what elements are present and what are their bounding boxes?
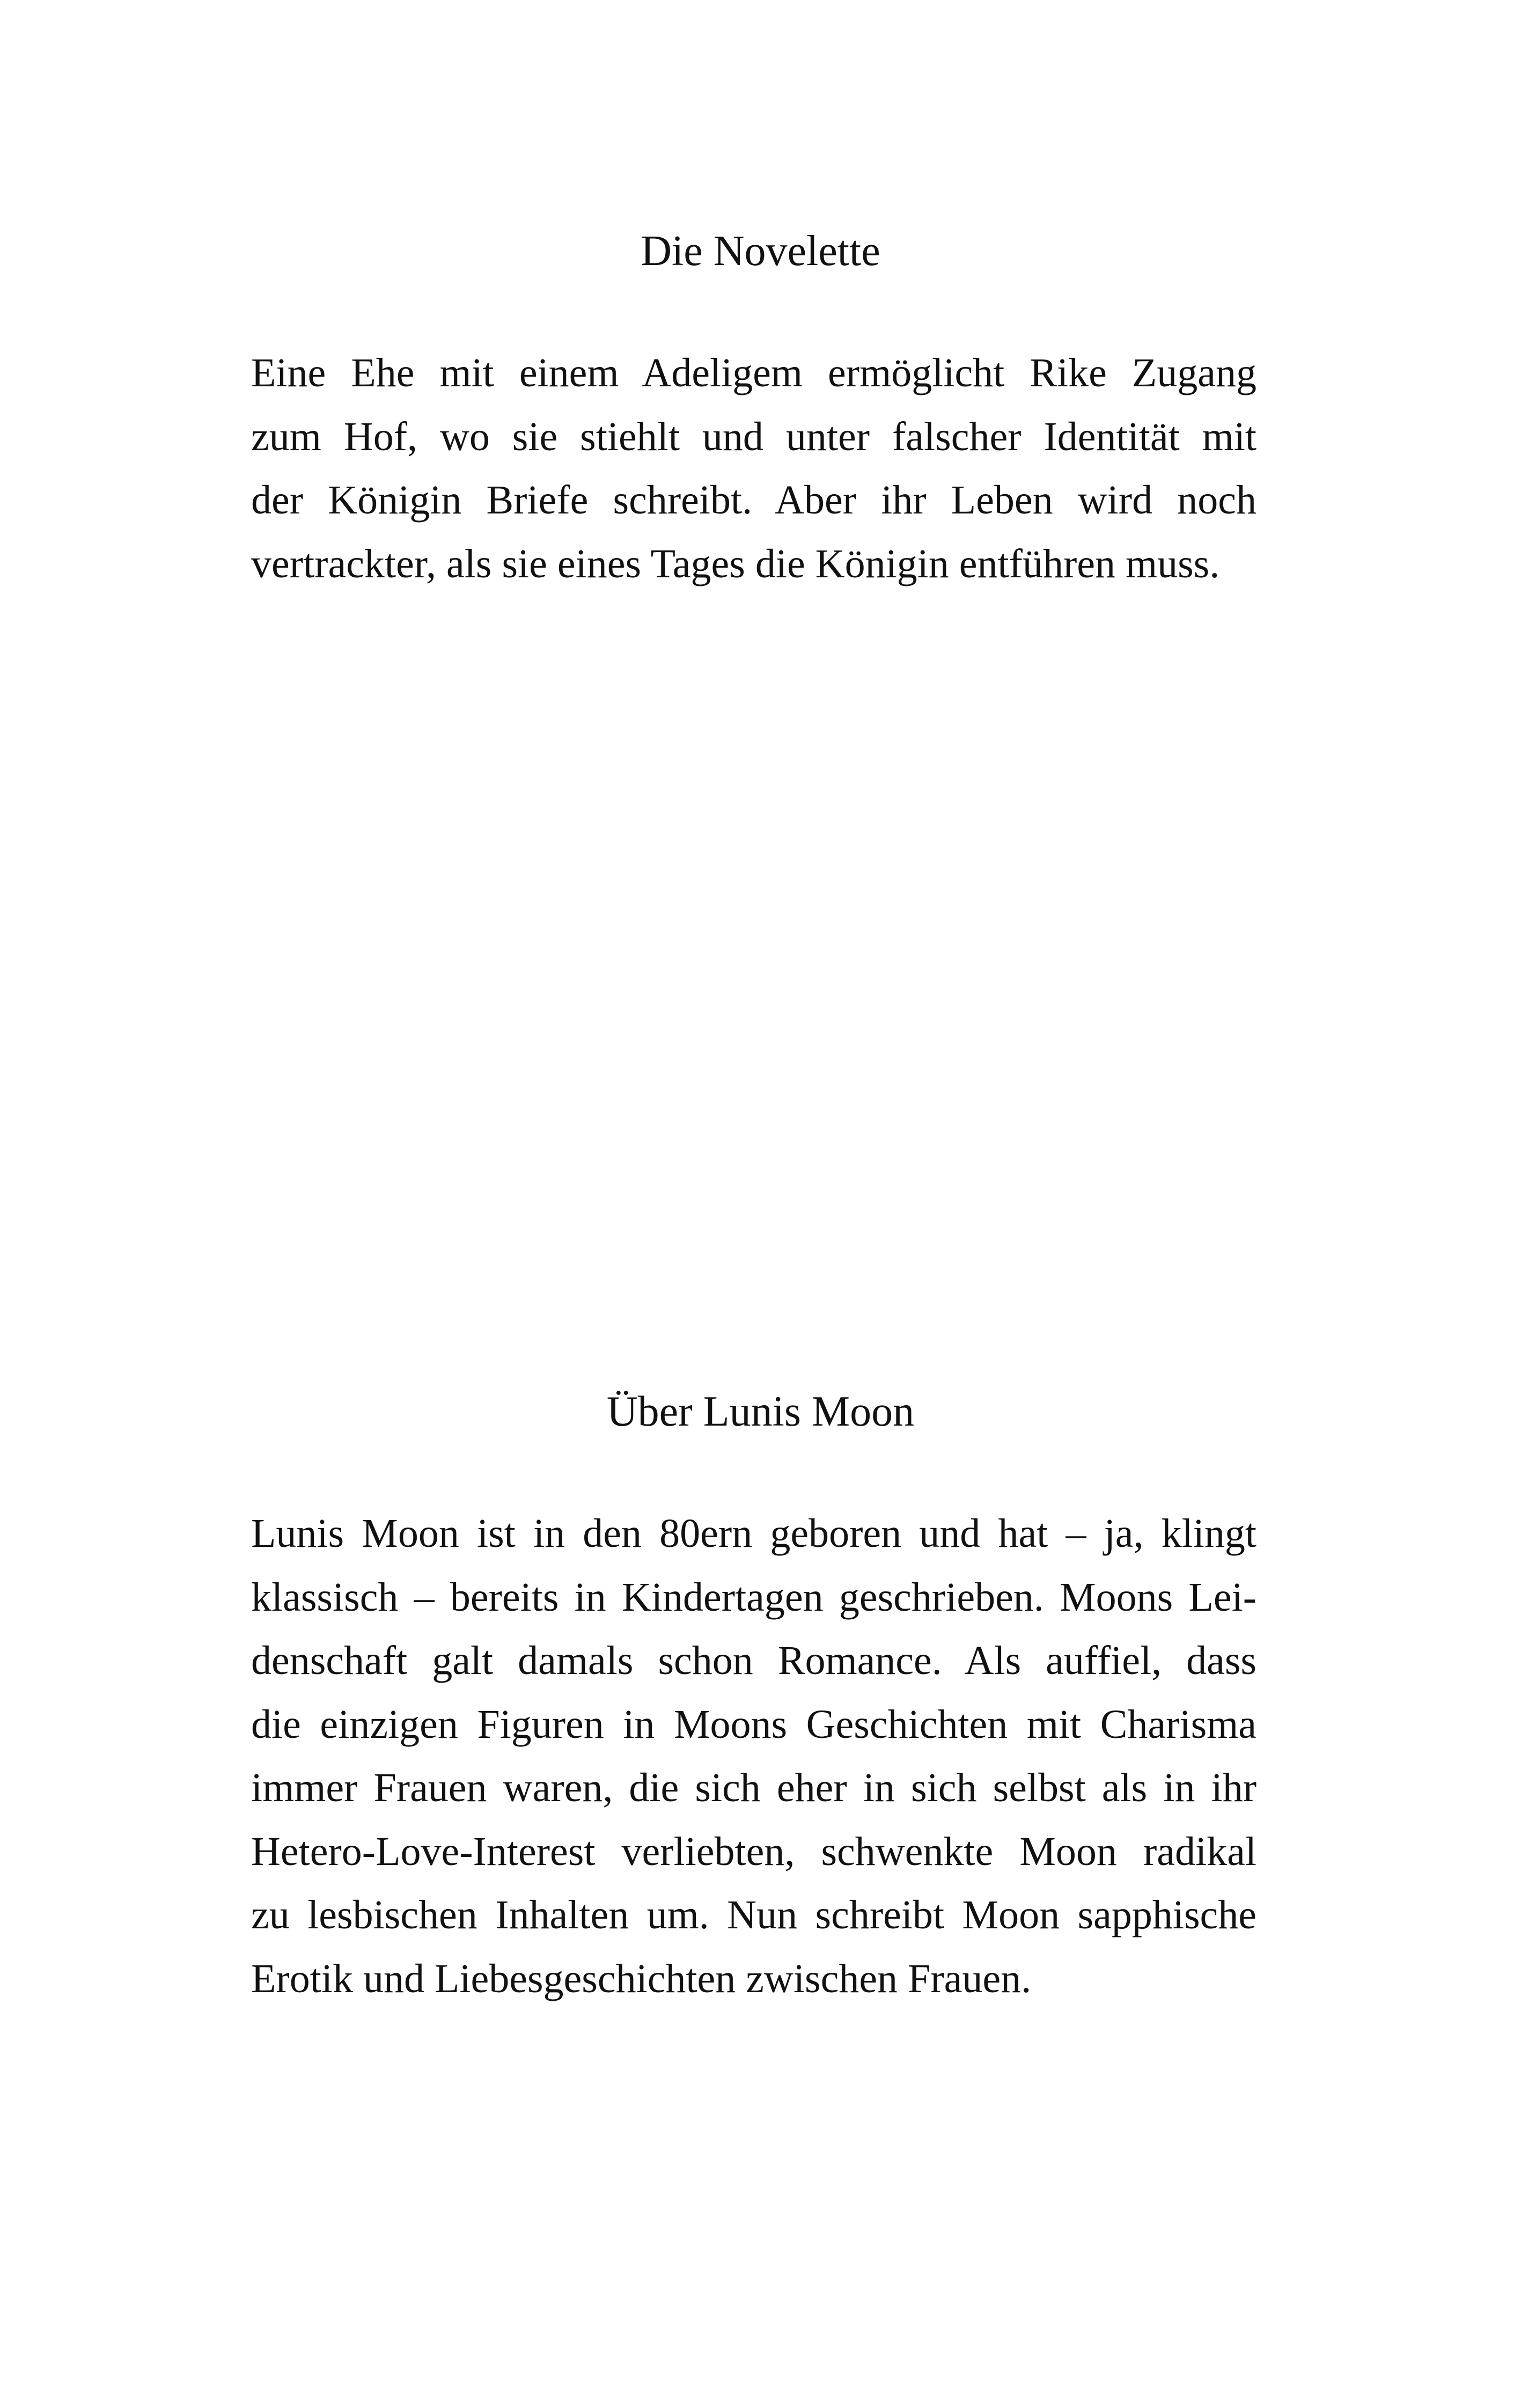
text-line: die einzigen Figuren in Moons Geschichten mit Charisma [251,1701,1257,1747]
text-line: Eine Ehe mit einem Adeligem ermöglicht Rike Zugang [251,350,1257,395]
novelette-paragraph [251,341,1257,596]
author-paragraph [251,1502,1257,2010]
text-line: immer Frauen waren, die sich eher in sich selbst als in ihr [251,1765,1257,1810]
text-line: zu lesbischen Inhalten um. Nun schreibt Moon sapphische [251,1892,1257,1937]
text-line: vertrackter, als sie eines Tages die Königin entführen muss. [251,541,1220,586]
text-line: Hetero-Love-Interest verliebten, schwenkte Moon radikal [251,1829,1257,1874]
text-line: Erotik und Liebesgeschichten zwischen Frauen. [251,1956,1032,2001]
text-line: denschaft galt damals schon Romance. Als auffiel, dass [251,1638,1257,1683]
novelette-heading: Die Novelette [641,227,880,275]
text-line: zum Hof, wo sie stiehlt und unter falscher Identität mit [251,414,1257,459]
text-line: Lunis Moon ist in den 80ern geboren und hat – ja, klingt [251,1511,1257,1556]
text-line: klassisch – bereits in Kindertagen geschrieben. Moons Lei- [251,1574,1257,1620]
author-heading: Über Lunis Moon [606,1388,915,1435]
text-line: der Königin Briefe schreibt. Aber ihr Leben wird noch [251,478,1257,523]
